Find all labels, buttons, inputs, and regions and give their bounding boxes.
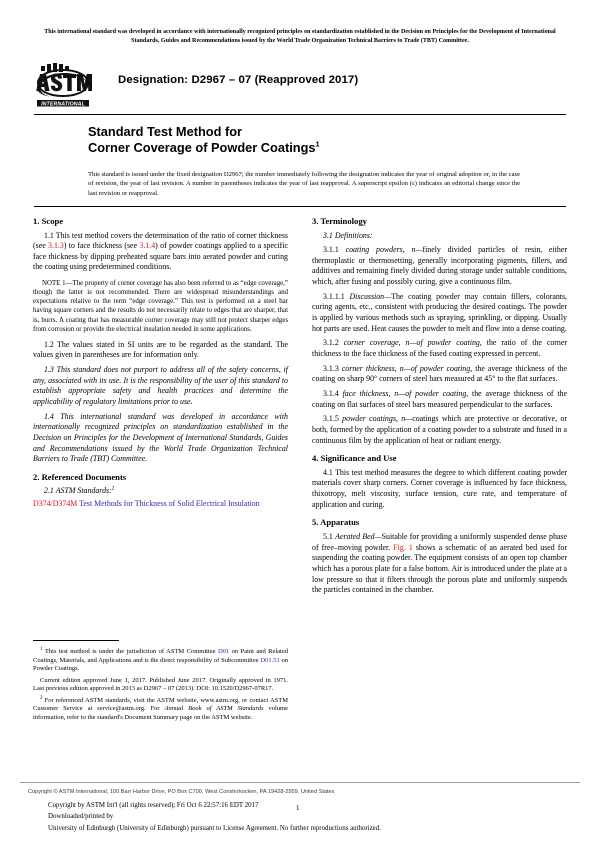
astm-standards-footnote-marker: 2	[111, 485, 115, 492]
paragraph-1-2: 1.2 The values stated in SI units are to be regarded as the standard. The values given in parentheses are for information only.	[33, 339, 288, 360]
title-divider-rule	[34, 206, 566, 207]
para-1-1-text-c: ) of powder coatings applied to a specific face thickness by dipping preheated square bars into aerated powder and curing the coating using predetermined conditions.	[33, 241, 288, 272]
footnote-2-marker: 2	[40, 695, 43, 701]
definition-3-1-2-text: the ratio of the corner thickness to the face thickness of the fused coating expressed in percent.	[312, 338, 568, 359]
definition-3-1-1-text: finely divided particles of resin, either thermoplastic or thermosetting, generally incorporating pigments, fillers, and additives and remaining finely divided during storage under suitable conditions, which, after fusing and possibly curing, give a continuous film.	[312, 245, 567, 287]
paragraph-5-1	[312, 532, 567, 596]
referenced-standard-entry[interactable]	[33, 499, 288, 510]
tbt-banner	[34, 28, 566, 46]
header-divider-rule	[34, 114, 566, 115]
footnote-2-text-a: For referenced ASTM standards, visit the ASTM website, www.astm.org, or contact ASTM Customer Service at service@astm.org. For	[33, 696, 288, 713]
definition-3-1-1-1-term: Discussion—	[349, 291, 392, 301]
astm-logo-icon	[34, 62, 92, 110]
footnote-divider-rule	[33, 640, 119, 641]
footnote-1-marker: 1	[40, 646, 43, 652]
heading-referenced-documents: 2. Referenced Documents	[33, 471, 127, 482]
page-title	[88, 124, 566, 157]
footnote-edition: Current edition approved June 1, 2017. Published June 2017. Originally approved in 1971. Last previous edition approved in 2013 as D2967 – 07 (2013). DOI: 10.1520/D2967-07R17.	[33, 676, 288, 693]
footnotes-block	[33, 648, 288, 725]
copyright-line: Copyright © ASTM International, 100 Barr Harbor Drive, PO Box C700, West Conshohocken, PA 19428-2959, United States	[28, 789, 335, 795]
definition-3-1-2	[312, 338, 567, 359]
paragraph-5-1-number: 5.1	[323, 531, 333, 541]
referenced-standard-title[interactable]: Test Methods for Thickness of Solid Electrical Insulation	[79, 498, 260, 508]
definition-3-1-3	[312, 364, 567, 385]
issued-under-note: This standard is issued under the fixed designation D2967; the number immediately following the designation indicates the year of original adoption or, in the case of revision, the year of last revision. A number in parentheses indicates the year of last reapproval. A superscript epsilon (ε) indicates an editorial change since the last revision or reapproval.	[88, 171, 520, 197]
section-spacer	[33, 465, 288, 472]
definition-3-1-1-number: 3.1.1	[323, 245, 339, 255]
astm-logo-subtext: INTERNATIONAL	[41, 101, 85, 108]
definition-3-1-1	[312, 245, 567, 288]
definition-3-1-5-number: 3.1.5	[323, 414, 339, 424]
page-number: 1	[296, 805, 300, 812]
paragraph-1-4: 1.4 This international standard was developed in accordance with internationally recognized principles on standardization established in the Decision on Principles for the Development of International Standards, Guides and Recommendations issued by the World Trade Organization Technical Barriers to Trade (TBT) Committee.	[33, 411, 288, 464]
link-3-1-4[interactable]: 3.1.4	[139, 241, 156, 251]
paragraph-4-1: 4.1 This test method measures the degree to which different coating powder materials cover sharp corners. Corner coverage is influenced by face thickness, thixotropy, melt viscosity, surface tension, cure rate, and temperature of application and curing.	[312, 467, 567, 509]
paragraph-1-1	[33, 231, 288, 274]
definition-3-1-4	[312, 389, 567, 410]
heading-apparatus: 5. Apparatus	[312, 517, 360, 528]
referenced-standard-id[interactable]: D374/D374M	[33, 498, 78, 508]
para-1-1-text-b: ) to face thickness (see	[63, 241, 140, 251]
paragraph-5-1-term: Aerated Bed—	[335, 531, 382, 541]
link-fig-1[interactable]: Fig. 1	[393, 542, 413, 552]
heading-scope: 1. Scope	[33, 216, 64, 226]
para-1-1-text-a: 1.1 This test method covers the determination of the ratio of corner thickness (see	[33, 230, 288, 251]
footnote-1	[33, 648, 288, 674]
footnote-1-text-b: on Paint and Related Coatings, Materials, and Applications and is the direct responsibility of Subcommittee	[33, 648, 288, 664]
definition-3-1-1-1	[312, 292, 567, 335]
definition-3-1-3-text: the average thickness of the coating on sharp 90° corners of steel bars measured at 45° to the flat surfaces.	[312, 363, 567, 384]
link-3-1-3[interactable]: 3.1.3	[48, 241, 64, 251]
tbt-banner-line2: Development of International Standards, Guides and Recommendations issued by the World Trade Organization Technical Barriers to Trade (TBT) Committee.	[131, 29, 556, 45]
definition-3-1-5-text: coatings which are protective or decorative, or both, formed by the application of a coating powder to a substrate and fused in a continuous film by the application of heat or radiant energy.	[312, 414, 567, 445]
paragraph-1-3: 1.3 This standard does not purport to address all of the safety concerns, if any, associated with its use. It is the responsibility of the user of this standard to establish appropriate safety and health practices and determine the applicability of regulatory limitations prior to use.	[33, 365, 288, 406]
definition-3-1-3-number: 3.1.3	[323, 363, 339, 373]
definition-3-1-4-number: 3.1.4	[323, 389, 339, 399]
license-line-2: Downloaded/printed by	[48, 813, 114, 821]
paragraph-5-1-text-a: Suitable for providing a uniformly suspended dense phase of free–moving powder.	[312, 531, 567, 552]
left-column	[33, 216, 288, 509]
heading-terminology: 3. Terminology	[312, 216, 367, 226]
license-line-3: University of Edinburgh (University of Edinburgh) pursuant to License Agreement. No further reproductions authorized.	[48, 824, 381, 832]
title-line-1: Standard Test Method for	[88, 124, 243, 139]
link-committee-d01[interactable]: D01	[217, 648, 230, 655]
section-spacer-2	[312, 446, 567, 453]
tbt-banner-line1: This international standard was developed in accordance with internationally recognized principles on standardization established in the Decision on Principles for the	[44, 29, 478, 35]
definition-3-1-5-term: powder coatings, n—	[342, 414, 413, 424]
paragraph-2-1	[33, 486, 288, 497]
definition-3-1-4-term: face thickness, n—of powder coating,	[342, 389, 469, 399]
note-1-text: The property of corner coverage has also been referred to as “edge coverage,” though the latter is not recommended. There are widespread misunderstandings and expectations relative to the term “edge coverage.” This test is performed on a steel bar having square corners and the results do not necessarily relate to edges that are sharper, that is, burrs. A coating that has measurable corner coverage may still not protect sharper edges from corrosion or provide the electrical insulation needed in some applications.	[33, 280, 288, 333]
right-column	[312, 216, 567, 596]
definition-3-1-1-term: coating powders, n—	[345, 245, 423, 255]
note-1-label: NOTE 1—	[42, 280, 73, 288]
link-subcommittee-d01-51[interactable]: D01.51	[260, 656, 280, 664]
definition-3-1-1-1-text: The coating powder may contain fillers, colorants, curing agents, etc., consistent with producing the desired coatings. The powder is applied by various methods such as spraying, sprinkling, or dipping. Usually hot parts are used. Heat causes the powder to melt and flow into a dense coating.	[312, 291, 567, 333]
designation-line: Designation: D2967 – 07 (Reapproved 2017)	[118, 74, 359, 86]
masthead	[34, 62, 566, 112]
license-block	[48, 800, 568, 834]
heading-significance-and-use: 4. Significance and Use	[312, 453, 397, 464]
note-1	[33, 279, 288, 334]
footnote-2-text-b: volume information, refer to the standard's Document Summary page on the ASTM website.	[33, 705, 289, 721]
definition-3-1-2-term: corner coverage, n—of powder coating,	[343, 338, 482, 348]
footnote-1-text-a: This test method is under the jurisdiction of ASTM Committee	[44, 648, 218, 655]
definition-3-1-4-text: the average thickness of the coating on flat surfaces of steel bars measured perpendicular to the surfaces.	[312, 389, 567, 409]
definition-3-1-1-1-number: 3.1.1.1	[323, 291, 345, 301]
section-spacer-3	[312, 510, 567, 517]
title-main-text: Corner Coverage of Powder Coatings	[88, 140, 316, 156]
definitions-label: 3.1 Definitions:	[323, 230, 373, 240]
footnote-2-italic: Annual Book of ASTM Standards	[164, 705, 264, 713]
definition-3-1-2-number: 3.1.2	[323, 338, 339, 348]
definition-3-1-5	[312, 414, 567, 446]
footnote-1-text-c: on Powder Coatings.	[33, 656, 289, 673]
astm-standards-label: 2.1 ASTM Standards:	[44, 486, 112, 496]
title-line-2	[88, 140, 566, 156]
definition-3-1-3-term: corner thickness, n—of powder coating,	[341, 363, 473, 373]
footer-divider-rule	[20, 782, 580, 783]
title-footnote-marker: 1	[315, 140, 320, 150]
license-line-1: Copyright by ASTM Int'l (all rights reserved); Fri Oct 6 22:57:16 EDT 2017	[48, 802, 259, 809]
footnote-2	[33, 697, 288, 723]
paragraph-5-1-text-b: shows a schematic of an aerated bed used for suspending the coating powder. The equipment consists of an open top chamber which has a porous plate for a false bottom. Air is introduced under the plate at a low pressure so that it filters through the porous plate and uniformly suspends the particles contained in the chamber.	[312, 542, 567, 595]
